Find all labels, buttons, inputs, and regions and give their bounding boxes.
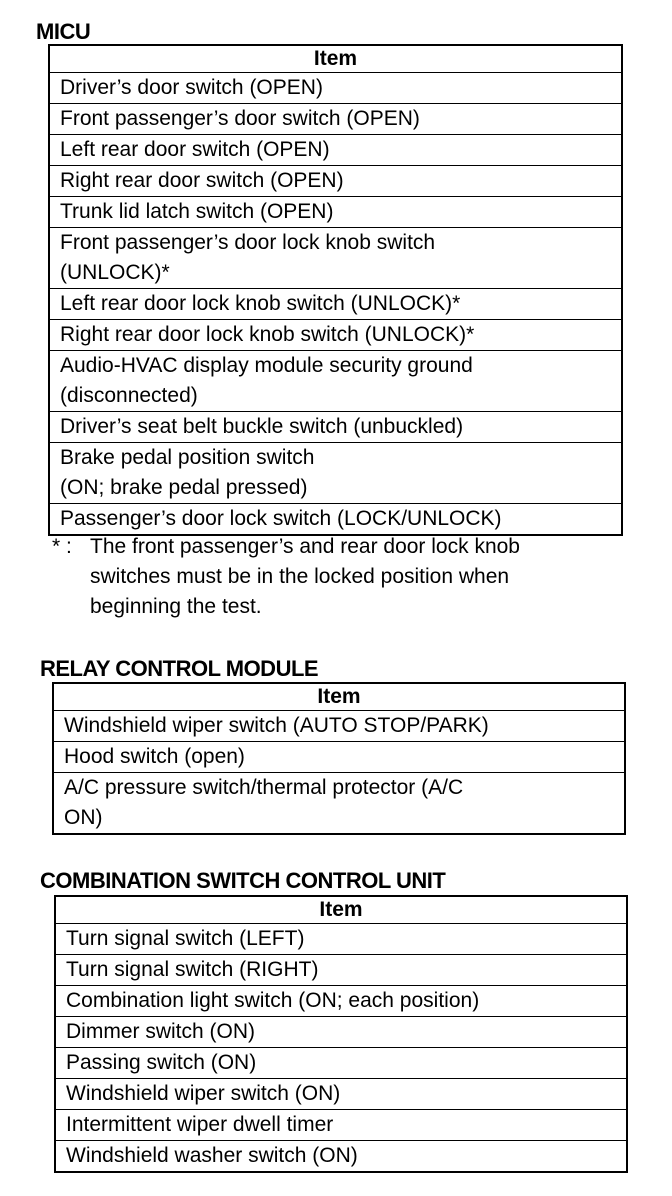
footnote-line: beginning the test.	[90, 595, 262, 618]
relay-cell	[53, 773, 625, 835]
table-row	[49, 289, 622, 320]
relay-header-row	[53, 683, 625, 711]
table-row	[49, 412, 622, 443]
table-row	[55, 924, 627, 955]
micu-cell: Front passenger’s door switch (OPEN)	[49, 104, 622, 135]
table-row	[55, 1110, 627, 1141]
micu-section	[36, 20, 90, 44]
combo-cell: Windshield washer switch (ON)	[55, 1141, 627, 1173]
combo-table	[54, 895, 628, 1173]
cell-line: (ON; brake pedal pressed)	[60, 476, 308, 499]
micu-cell: Right rear door switch (OPEN)	[49, 166, 622, 197]
table-row	[49, 197, 622, 228]
micu-header-item: Item	[49, 45, 622, 73]
combo-section	[40, 869, 445, 893]
combo-title: COMBINATION SWITCH CONTROL UNIT	[40, 868, 446, 893]
table-row	[49, 504, 622, 536]
relay-cell: Windshield wiper switch (AUTO STOP/PARK)	[53, 711, 625, 742]
combo-header-item: Item	[55, 896, 627, 924]
relay-title: RELAY CONTROL MODULE	[40, 656, 319, 681]
footnote-marker: * :	[52, 535, 72, 558]
cell-line: ON)	[64, 806, 103, 829]
cell-line: (UNLOCK)*	[60, 261, 170, 284]
cell-line: (disconnected)	[60, 384, 198, 407]
cell-line: Brake pedal position switch	[60, 446, 315, 469]
micu-cell	[49, 228, 622, 289]
table-row	[55, 955, 627, 986]
table-row	[49, 351, 622, 412]
micu-cell: Left rear door switch (OPEN)	[49, 135, 622, 166]
combo-cell: Turn signal switch (LEFT)	[55, 924, 627, 955]
combo-cell: Turn signal switch (RIGHT)	[55, 955, 627, 986]
relay-table	[52, 682, 626, 835]
micu-cell: Trunk lid latch switch (OPEN)	[49, 197, 622, 228]
micu-cell: Passenger’s door lock switch (LOCK/UNLOCK)	[49, 504, 622, 536]
table-row	[49, 320, 622, 351]
table-row	[49, 166, 622, 197]
table-row	[55, 1141, 627, 1173]
cell-line: A/C pressure switch/thermal protector (A/C	[64, 776, 464, 799]
micu-title: MICU	[36, 19, 91, 44]
table-row	[53, 742, 625, 773]
footnote-line: switches must be in the locked position when	[90, 565, 510, 588]
table-row	[55, 986, 627, 1017]
table-row	[49, 104, 622, 135]
table-row	[49, 73, 622, 104]
footnote-line: The front passenger’s and rear door lock knob	[90, 535, 520, 558]
micu-cell	[49, 351, 622, 412]
cell-line: Front passenger’s door lock knob switch	[60, 231, 436, 254]
micu-cell: Driver’s seat belt buckle switch (unbuckled)	[49, 412, 622, 443]
micu-footnote	[52, 532, 652, 624]
combo-cell: Dimmer switch (ON)	[55, 1017, 627, 1048]
table-row	[53, 773, 625, 835]
combo-cell: Intermittent wiper dwell timer	[55, 1110, 627, 1141]
micu-cell: Driver’s door switch (OPEN)	[49, 73, 622, 104]
table-row	[49, 228, 622, 289]
micu-cell	[49, 443, 622, 504]
cell-line: Audio-HVAC display module security ground	[60, 354, 473, 377]
relay-header-item: Item	[53, 683, 625, 711]
footnote-text	[90, 532, 650, 622]
table-row	[49, 135, 622, 166]
combo-cell: Passing switch (ON)	[55, 1048, 627, 1079]
combo-cell: Combination light switch (ON; each position)	[55, 986, 627, 1017]
micu-cell: Right rear door lock knob switch (UNLOCK)*	[49, 320, 622, 351]
table-row	[55, 1017, 627, 1048]
relay-cell: Hood switch (open)	[53, 742, 625, 773]
table-row	[55, 1048, 627, 1079]
relay-section	[40, 657, 318, 681]
table-row	[49, 443, 622, 504]
table-row	[53, 711, 625, 742]
combo-header-row	[55, 896, 627, 924]
micu-cell: Left rear door lock knob switch (UNLOCK)*	[49, 289, 622, 320]
table-row	[55, 1079, 627, 1110]
micu-table	[48, 44, 623, 536]
micu-header-row	[49, 45, 622, 73]
combo-cell: Windshield wiper switch (ON)	[55, 1079, 627, 1110]
